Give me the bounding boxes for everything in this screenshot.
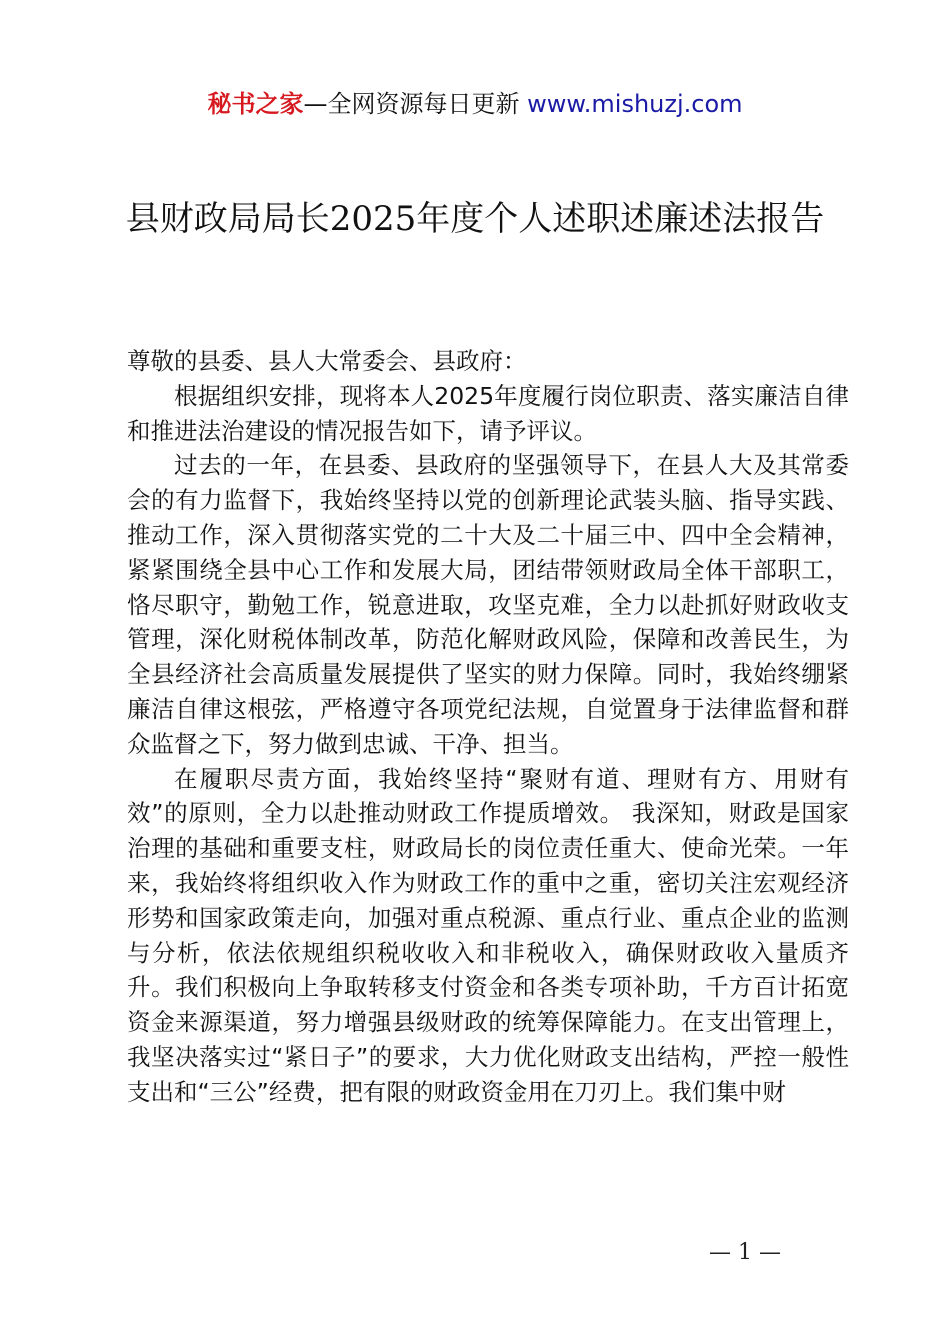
site-url-link[interactable]: www.mishuzj.com <box>527 90 743 118</box>
body-paragraph: 过去的一年，在县委、县政府的坚强领导下，在县人大及其常委会的有力监督下，我始终坚持以党的创新理论武装头脑、指导实践、推动工作，深入贯彻落实党的二十大及二十届三中、四中全会精神，紧紧围绕全县中心工作和发展大局，团结带领财政局全体干部职工，恪尽职守，勤勉工作，锐意进取，攻坚克难，全力以赴抓好财政收支管理，深化财税体制改革，防范化解财政风险，保障和改善民生，为全县经济社会高质量发展提供了坚实的财力保障。同时，我始终绷紧廉洁自律这根弦，严格遵守各项党纪法规，自觉置身于法律监督和群众监督之下，努力做到忠诚、干净、担当。 <box>127 451 849 758</box>
site-brand: 秘书之家 <box>207 90 304 118</box>
body-paragraph: 根据组织安排，现将本人2025年度履行岗位职责、落实廉洁自律和推进法治建设的情况报告如下，请予评议。 <box>127 381 849 445</box>
site-header <box>0 86 950 122</box>
document-body <box>127 344 849 1110</box>
document-title: 县财政局局长2025年度个人述职述廉述法报告 <box>125 199 825 239</box>
body-paragraph: 在履职尽责方面，我始终坚持“聚财有道、理财有方、用财有效”的原则，全力以赴推动财政工作提质增效。 我深知，财政是国家治理的基础和重要支柱，财政局长的岗位责任重大、使命光荣。一年来，我始终将组织收入作为财政工作的重中之重，密切关注宏观经济形势和国家政策走向，加强对重点税源、重点行业、重点企业的监测与分析，依法依规组织税收收入和非税收入，确保财政收入量质齐升。我们积极向上争取转移支付资金和各类专项补助，千方百计拓宽资金来源渠道，努力增强县级财政的统筹保障能力。在支出管理上，我坚决落实过“紧日子”的要求，大力优化财政支出结构，严控一般性支出和“三公”经费，把有限的财政资金用在刀刃上。我们集中财 <box>127 764 849 1106</box>
page-number: — 1 — <box>709 1240 781 1265</box>
salutation: 尊敬的县委、县人大常委会、县政府： <box>127 347 527 375</box>
site-slogan: —全网资源每日更新 <box>303 90 528 118</box>
